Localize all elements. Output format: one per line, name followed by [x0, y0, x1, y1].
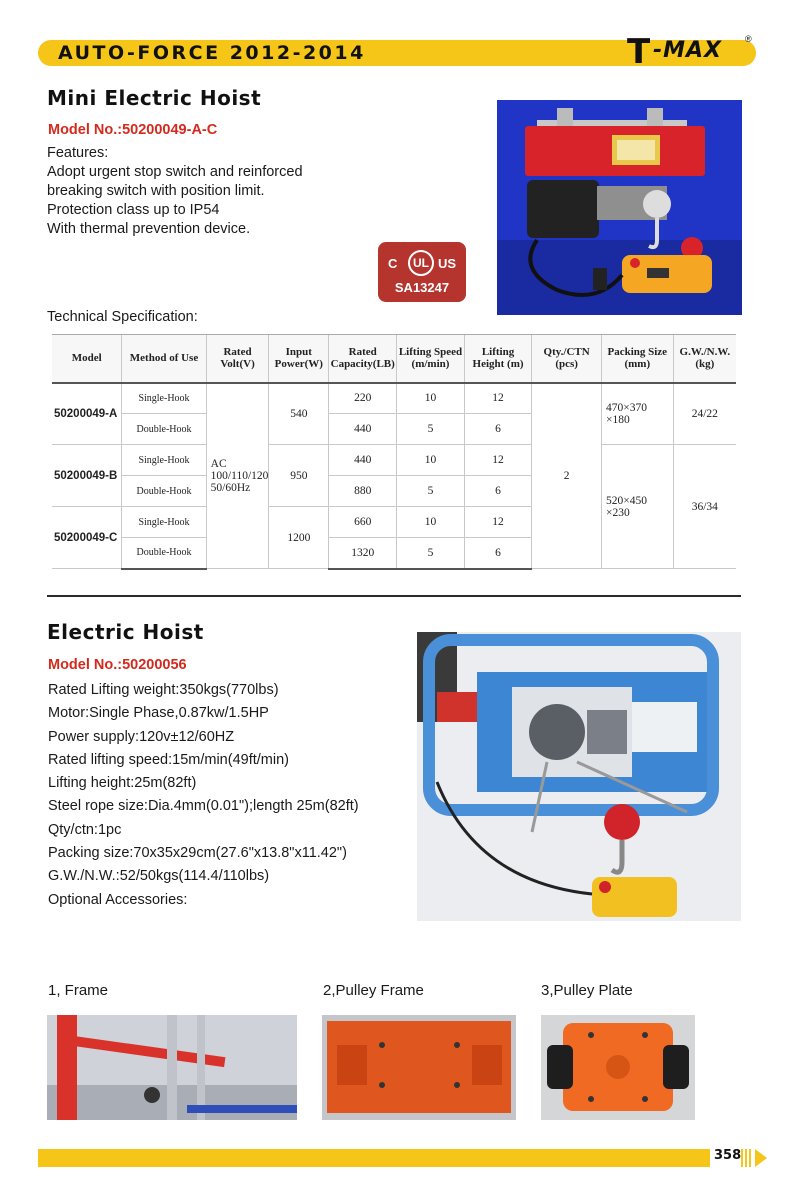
volt-line: 100/110/120	[210, 469, 269, 482]
col-header-speed: Lifting Speed (m/min)	[397, 335, 465, 383]
electric-hoist-photo	[417, 632, 741, 921]
spec-line: Rated Lifting weight:350kgs(770lbs)	[48, 682, 279, 698]
electric-hoist-model-no: Model No.:50200056	[48, 657, 187, 673]
ul-us-label: US	[438, 256, 457, 271]
use-cell: Single-Hook	[122, 507, 206, 538]
brand-name: -MAX	[653, 38, 723, 63]
capacity-cell: 220	[329, 383, 397, 414]
accessory-label-pulley-frame: 2,Pulley Frame	[323, 982, 424, 999]
spec-line: Packing size:70x35x29cm(27.6"x13.8"x11.42")	[48, 845, 347, 862]
pulley-frame-illustration	[322, 1015, 516, 1120]
accessory-label-pulley-plate: 3,Pulley Plate	[541, 982, 633, 999]
features-heading: Features:	[47, 145, 109, 161]
spec-line: Power supply:120v±12/60HZ	[48, 728, 235, 745]
packing-line: 470×370	[605, 401, 647, 414]
spec-header-row	[52, 335, 736, 383]
ul-c-label: C	[388, 256, 398, 271]
capacity-cell: 440	[329, 445, 397, 476]
use-cell: Single-Hook	[122, 383, 206, 414]
section-divider	[47, 595, 741, 597]
technical-spec-label: Technical Specification:	[47, 309, 198, 325]
registered-mark: ®	[745, 34, 752, 44]
packing-line: 520×450	[605, 494, 647, 507]
height-cell: 6	[464, 414, 532, 445]
brand-logo	[623, 32, 758, 72]
speed-cell: 10	[397, 445, 465, 476]
mini-hoist-title: Mini Electric Hoist	[47, 86, 262, 110]
ul-certification-mark	[378, 242, 466, 302]
feature-line: Adopt urgent stop switch and reinforced	[47, 164, 303, 180]
brand-initial: T	[627, 32, 651, 72]
height-cell: 12	[464, 507, 532, 538]
speed-cell: 5	[397, 476, 465, 507]
electric-hoist-title: Electric Hoist	[47, 620, 204, 644]
frame-illustration	[47, 1015, 297, 1120]
ul-logo-circle: UL	[408, 250, 434, 276]
pulley-plate-illustration	[541, 1015, 695, 1120]
power-cell: 950	[269, 445, 329, 507]
use-cell: Single-Hook	[122, 445, 206, 476]
col-header-qty: Qty./CTN (pcs)	[532, 335, 602, 383]
volt-cell	[206, 383, 269, 569]
electric-hoist-illustration	[417, 632, 741, 921]
feature-line: With thermal prevention device.	[47, 221, 251, 237]
capacity-cell: 1320	[329, 538, 397, 569]
electric-hoist-specs	[48, 679, 359, 912]
capacity-cell: 440	[329, 414, 397, 445]
spec-line: G.W./N.W.:52/50kgs(114.4/110lbs)	[48, 868, 270, 885]
use-cell: Double-Hook	[122, 476, 206, 507]
optional-accessories-label: Optional Accessories:	[48, 891, 188, 908]
col-header-capacity: Rated Capacity(LB)	[329, 335, 397, 383]
ul-certification-code: SA13247	[394, 280, 450, 295]
model-cell: 50200049-A	[52, 383, 122, 445]
speed-cell: 10	[397, 383, 465, 414]
speed-cell: 5	[397, 414, 465, 445]
mini-hoist-illustration	[497, 100, 742, 315]
col-header-method: Method of Use	[122, 335, 206, 383]
qty-cell: 2	[532, 383, 602, 569]
col-header-height: Lifting Height (m)	[464, 335, 532, 383]
spec-line: Motor:Single Phase,0.87kw/1.5HP	[48, 705, 269, 722]
model-cell: 50200049-C	[52, 507, 122, 569]
pulley-plate-photo	[541, 1015, 695, 1120]
table-row	[52, 383, 736, 414]
mini-hoist-photo	[497, 100, 742, 315]
volt-line: AC	[210, 457, 227, 470]
gw-cell: 36/34	[673, 445, 736, 569]
header-banner	[38, 32, 756, 72]
height-cell: 12	[464, 383, 532, 414]
page-number: 358	[714, 1148, 742, 1163]
power-cell: 540	[269, 383, 329, 445]
volt-line: 50/60Hz	[210, 481, 251, 494]
spec-line: Lifting height:25m(82ft)	[48, 775, 197, 792]
height-cell: 6	[464, 476, 532, 507]
feature-line: breaking switch with position limit.	[47, 183, 265, 199]
spec-line: Steel rope size:Dia.4mm(0.01");length 25m(82ft)	[48, 798, 359, 815]
packing-line: ×230	[605, 506, 630, 519]
packing-cell	[601, 383, 673, 445]
footer-bar	[38, 1149, 710, 1167]
col-header-gw: G.W./N.W. (kg)	[673, 335, 736, 383]
use-cell: Double-Hook	[122, 414, 206, 445]
gw-cell: 24/22	[673, 383, 736, 445]
footer-arrow-icon	[741, 1148, 769, 1168]
mini-hoist-features	[47, 144, 303, 239]
height-cell: 12	[464, 445, 532, 476]
col-header-model: Model	[52, 335, 122, 383]
pulley-frame-photo	[322, 1015, 516, 1120]
power-cell: 1200	[269, 507, 329, 569]
speed-cell: 10	[397, 507, 465, 538]
col-header-volt: Rated Volt(V)	[206, 335, 269, 383]
accessory-label-frame: 1, Frame	[48, 982, 109, 999]
model-cell: 50200049-B	[52, 445, 122, 507]
packing-line: ×180	[605, 413, 630, 426]
spec-table	[52, 334, 736, 570]
col-header-power: Input Power(W)	[269, 335, 329, 383]
mini-hoist-model-no: Model No.:50200049-A-C	[48, 122, 218, 138]
spec-line: Qty/ctn:1pc	[48, 821, 122, 838]
speed-cell: 5	[397, 538, 465, 569]
spec-line: Rated lifting speed:15m/min(49ft/min)	[48, 751, 289, 768]
height-cell: 6	[464, 538, 532, 569]
packing-cell	[601, 445, 673, 569]
feature-line: Protection class up to IP54	[47, 202, 220, 218]
series-title: AUTO-FORCE 2012-2014	[58, 42, 366, 64]
frame-photo	[47, 1015, 297, 1120]
col-header-packing: Packing Size (mm)	[601, 335, 673, 383]
capacity-cell: 880	[329, 476, 397, 507]
capacity-cell: 660	[329, 507, 397, 538]
table-row	[52, 445, 736, 476]
use-cell: Double-Hook	[122, 538, 206, 569]
